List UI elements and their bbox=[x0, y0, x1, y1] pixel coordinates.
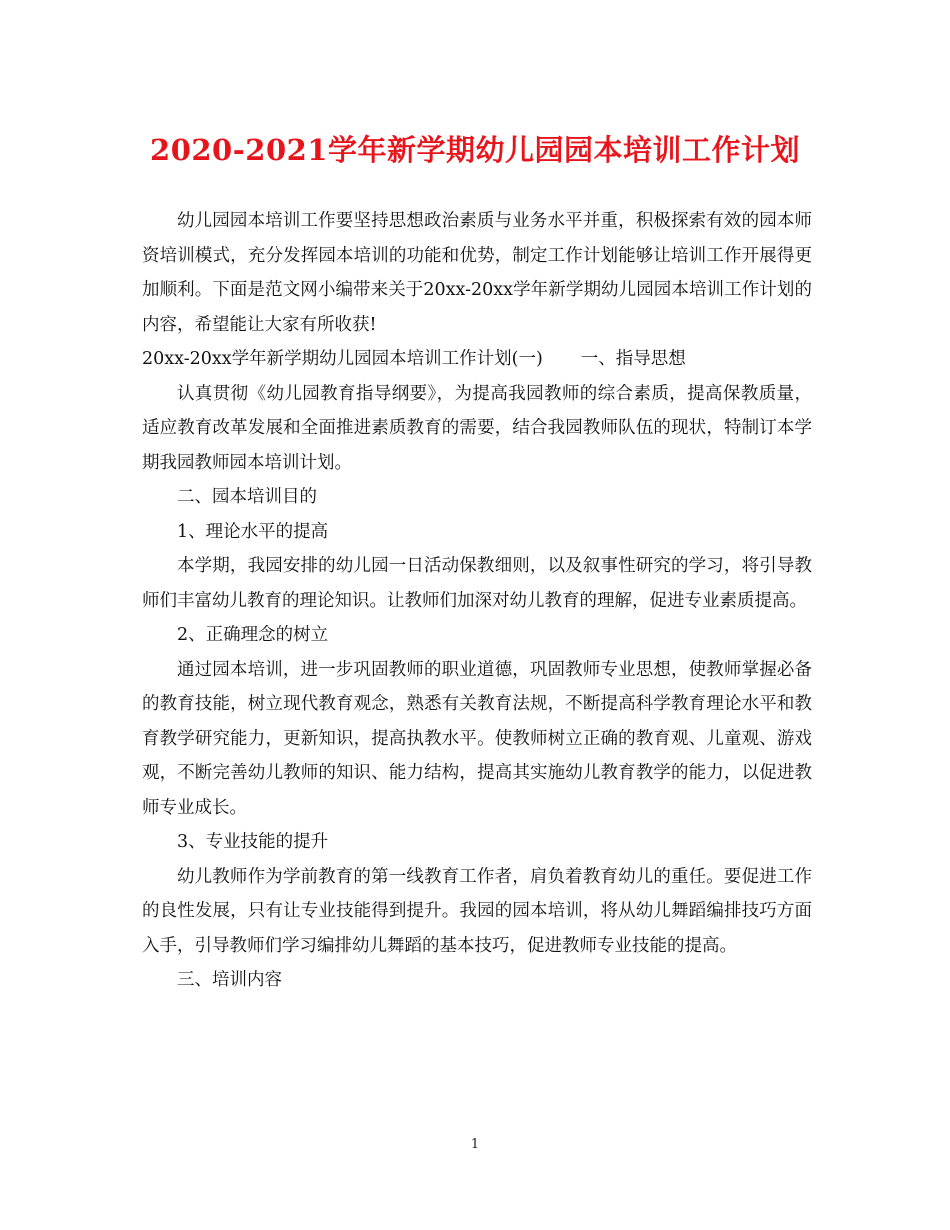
page-number: 1 bbox=[470, 1137, 480, 1152]
section2-heading: 二、园本培训目的 bbox=[177, 487, 317, 507]
document-body bbox=[142, 204, 812, 998]
intro-paragraph: 幼儿园园本培训工作要坚持思想政治素质与业务水平并重，积极探索有效的园本师资培训模式，充分发挥园本培训的功能和优势，制定工作计划能够让培训工作开展得更加顺利。下面是范文网小编带来关于20xx-20xx学年新学期幼儿园园本培训工作计划的内容，希望能让大家有所收获! bbox=[142, 211, 812, 335]
sub1-heading: 1、理论水平的提高 bbox=[177, 521, 329, 542]
document-title: 2020-2021学年新学期幼儿园园本培训工作计划 bbox=[150, 133, 800, 167]
section3-heading: 三、培训内容 bbox=[177, 970, 282, 990]
sub2-body: 通过园本培训，进一步巩固教师的职业道德，巩固教师专业思想，使教师掌握必备的教育技能，树立现代教育观念，熟悉有关教育法规，不断提高科学教育理论水平和教育教学研究能力，更新知识，提高执教水平。使教师树立正确的教育观、儿童观、游戏观，不断完善幼儿教师的知识、能力结构，提高其实施幼儿教育教学的能力，以促进教师专业成长。 bbox=[142, 659, 812, 818]
sub3-body: 幼儿教师作为学前教育的第一线教育工作者，肩负着教育幼儿的重任。要促进工作的良性发展，只有让专业技能得到提升。我园的园本培训，将从幼儿舞蹈编排技巧方面入手，引导教师们学习编排幼儿舞蹈的基本技巧，促进教师专业技能的提高。 bbox=[142, 866, 812, 956]
section1-heading: 一、指导思想 bbox=[580, 349, 686, 369]
sub1-body: 本学期，我园安排的幼儿园一日活动保教细则，以及叙事性研究的学习，将引导教师们丰富幼儿教育的理论知识。让教师们加深对幼儿教育的理解，促进专业素质提高。 bbox=[142, 556, 812, 611]
sub2-heading: 2、正确理念的树立 bbox=[177, 625, 329, 645]
plan-title: 20xx-20xx学年新学期幼儿园园本培训工作计划(一) bbox=[142, 349, 543, 369]
section1-body: 认真贯彻《幼儿园教育指导纲要》，为提高我园教师的综合素质，提高保教质量，适应教育改革发展和全面推进素质教育的需要，结合我园教师队伍的现状，特制订本学期我园教师园本培训计划。 bbox=[142, 383, 812, 473]
sub3-heading: 3、专业技能的提升 bbox=[177, 832, 329, 852]
plan-title-line bbox=[142, 342, 812, 377]
